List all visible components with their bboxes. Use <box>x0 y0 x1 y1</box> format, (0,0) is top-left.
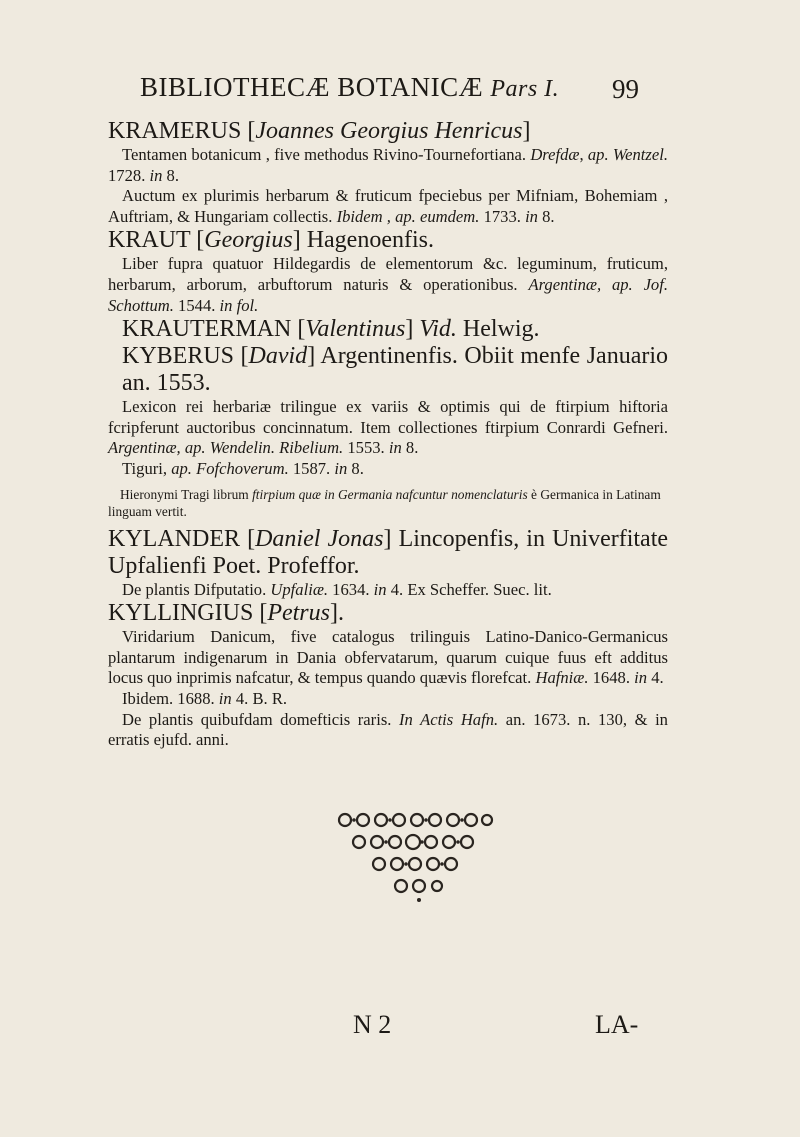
italic-text: in <box>388 438 402 458</box>
page-number: 99 <box>612 74 639 104</box>
italic-text: Hafniæ. <box>535 668 589 688</box>
italic-text: in fol. <box>219 295 259 315</box>
entry-heading: KRAMERUS [Joannes Georgius Henricus] <box>108 118 531 144</box>
author-given-name: David <box>248 343 308 370</box>
entry-heading: KYLLINGIUS [Petrus]. <box>108 600 344 627</box>
running-header <box>140 72 660 103</box>
ornament-row-2 <box>353 835 473 849</box>
heading-rest: Argentinenfis. Obiit menfe Januario an. 1553. <box>122 343 668 397</box>
text-run: 1648. <box>588 668 635 688</box>
italic-text: Argentinæ, ap. Jof. Schottum. <box>108 274 668 315</box>
text-run: 8. <box>347 458 364 478</box>
text-run: 1733. <box>479 206 526 226</box>
italic-text: in <box>218 688 232 708</box>
text-run: Tiguri, <box>122 458 172 478</box>
entries-body <box>108 118 668 751</box>
author-given-name: Petrus <box>267 600 330 627</box>
heading-rest: Lincopenfis, in Univerfitate Upfalienfi Poet. Profeffor. <box>108 525 669 579</box>
heading-rest: Helwig. <box>456 316 540 343</box>
text-run: Hieronymi Tragi librum <box>120 486 253 502</box>
italic-text: in <box>149 165 163 185</box>
author-surname: KRAMERUS <box>108 118 242 144</box>
author-given-name: Valentinus <box>305 316 406 343</box>
text-run: 1587. <box>288 458 335 478</box>
catchword: LA- <box>595 1010 639 1039</box>
bibliographic-entry <box>108 627 668 689</box>
text-run: De plantis quibufdam domefticis raris. <box>122 709 399 729</box>
italic-text: Ibidem , ap. eumdem. <box>336 206 480 226</box>
text-run: Lexicon rei herbariæ trilingue ex variis & optimis qui de ftirpium hiftoria fcripferunt auctoribus concinnatum. Item collectiones ftirpium Conrardi Gefneri. <box>108 397 668 437</box>
text-run: 4. B. R. <box>231 688 288 708</box>
text-run: Auctum ex plurimis herbarum & fruticum fpeciebus per Mifniam, Bohemiam , Auftriam, & Hungariam collectis. <box>108 186 668 226</box>
italic-text: Upfaliæ. <box>270 579 329 599</box>
entry-heading: KRAUTERMAN [Valentinus] Vid. Helwig. <box>122 316 540 343</box>
author-given-name: Georgius <box>204 227 293 254</box>
text-run: De plantis Difputatio. <box>122 579 271 599</box>
text-run: Tentamen botanicum , five methodus Rivino-Tournefortiana. <box>122 145 531 164</box>
bibliographic-entry <box>108 145 668 186</box>
header-part: Pars I. <box>490 76 560 102</box>
heading-reference: Vid. <box>419 316 457 343</box>
author-surname: KYLLINGIUS <box>108 600 254 627</box>
italic-text: In Actis Hafn. <box>398 709 499 729</box>
italic-text: in <box>373 579 387 599</box>
fleuron-ornament <box>335 808 495 908</box>
text-run: an. 1673. n. 130, & in erratis ejufd. anni. <box>108 709 668 750</box>
text-run: 1544. <box>173 295 220 315</box>
italic-text: in <box>525 206 538 226</box>
author-surname: KRAUT <box>108 227 191 254</box>
bibliographic-entry <box>108 580 668 601</box>
italic-text: ap. Fofchoverum. <box>171 458 289 478</box>
author-surname: KRAUTERMAN <box>122 316 292 343</box>
text-run: è Germanica in Latinam linguam vertit. <box>108 486 661 519</box>
author-surname: KYLANDER <box>108 525 240 552</box>
ornament-row-3 <box>373 858 457 870</box>
italic-text: ap. Wentzel. <box>587 145 669 164</box>
signature-mark: N 2 <box>353 1010 392 1039</box>
author-surname: KYBERUS <box>122 343 235 370</box>
bibliographic-entry <box>108 186 668 227</box>
text-run: 8. <box>162 165 179 185</box>
bibliographic-entry <box>108 689 668 710</box>
ornament-row-1 <box>339 814 492 826</box>
italic-text: in <box>634 668 648 688</box>
text-run: 8. <box>537 206 555 226</box>
bibliographic-entry <box>108 710 668 751</box>
italic-text: Argentinæ, ap. Wendelin. Ribelium. <box>108 438 344 458</box>
author-given-name: Daniel Jonas <box>255 525 384 552</box>
bibliographic-entry <box>108 254 668 316</box>
text-run: Viridarium Danicum, five catalogus trilinguis Latino-Danico-Germanicus plantarum indigenarum in Dania obfervatarum, quarum cuique fuus eft additus locus quo inprimis nafcatur, & tempus quando quævis florefcat. <box>108 627 668 688</box>
bibliographic-entry <box>108 459 668 480</box>
text-run: 1634. <box>328 579 374 599</box>
text-run: 1728. <box>108 165 150 185</box>
text-run: 4. <box>647 668 664 688</box>
heading-rest: . <box>337 600 344 627</box>
author-given-name: Joannes Georgius Henricus <box>255 118 523 144</box>
heading-rest: Hagenoenfis. <box>300 227 434 254</box>
text-run: 1553. <box>343 438 389 458</box>
entry-note <box>108 486 668 520</box>
text-run: 8. <box>401 438 419 458</box>
italic-text: in <box>334 458 348 478</box>
header-title: BIBLIOTHECÆ BOTANICÆ <box>140 72 484 102</box>
text-run: Liber fupra quatuor Hildegardis de elementorum &c. leguminum, fruticum, herbarum, arborum, arbuftorum naturis & operationibus. <box>108 254 668 294</box>
entry-heading: KYBERUS [David] Argentinenfis. Obiit menfe Januario an. 1553. <box>122 343 668 397</box>
entry-heading: KYLANDER [Daniel Jonas] Lincopenfis, in Univerfitate Upfalienfi Poet. Profeffor. <box>108 525 669 579</box>
bibliographic-entry <box>108 397 668 459</box>
italic-text: Drefdæ <box>530 145 580 164</box>
italic-text: ftirpium quæ in Germania nafcuntur nomenclaturis <box>252 486 528 502</box>
text-run: Ibidem. 1688. <box>122 688 219 708</box>
ornament-row-4 <box>395 880 442 892</box>
entry-heading: KRAUT [Georgius] Hagenoenfis. <box>108 227 434 254</box>
text-run: , <box>579 145 588 164</box>
text-run: 4. Ex Scheffer. Suec. lit. <box>386 579 552 599</box>
